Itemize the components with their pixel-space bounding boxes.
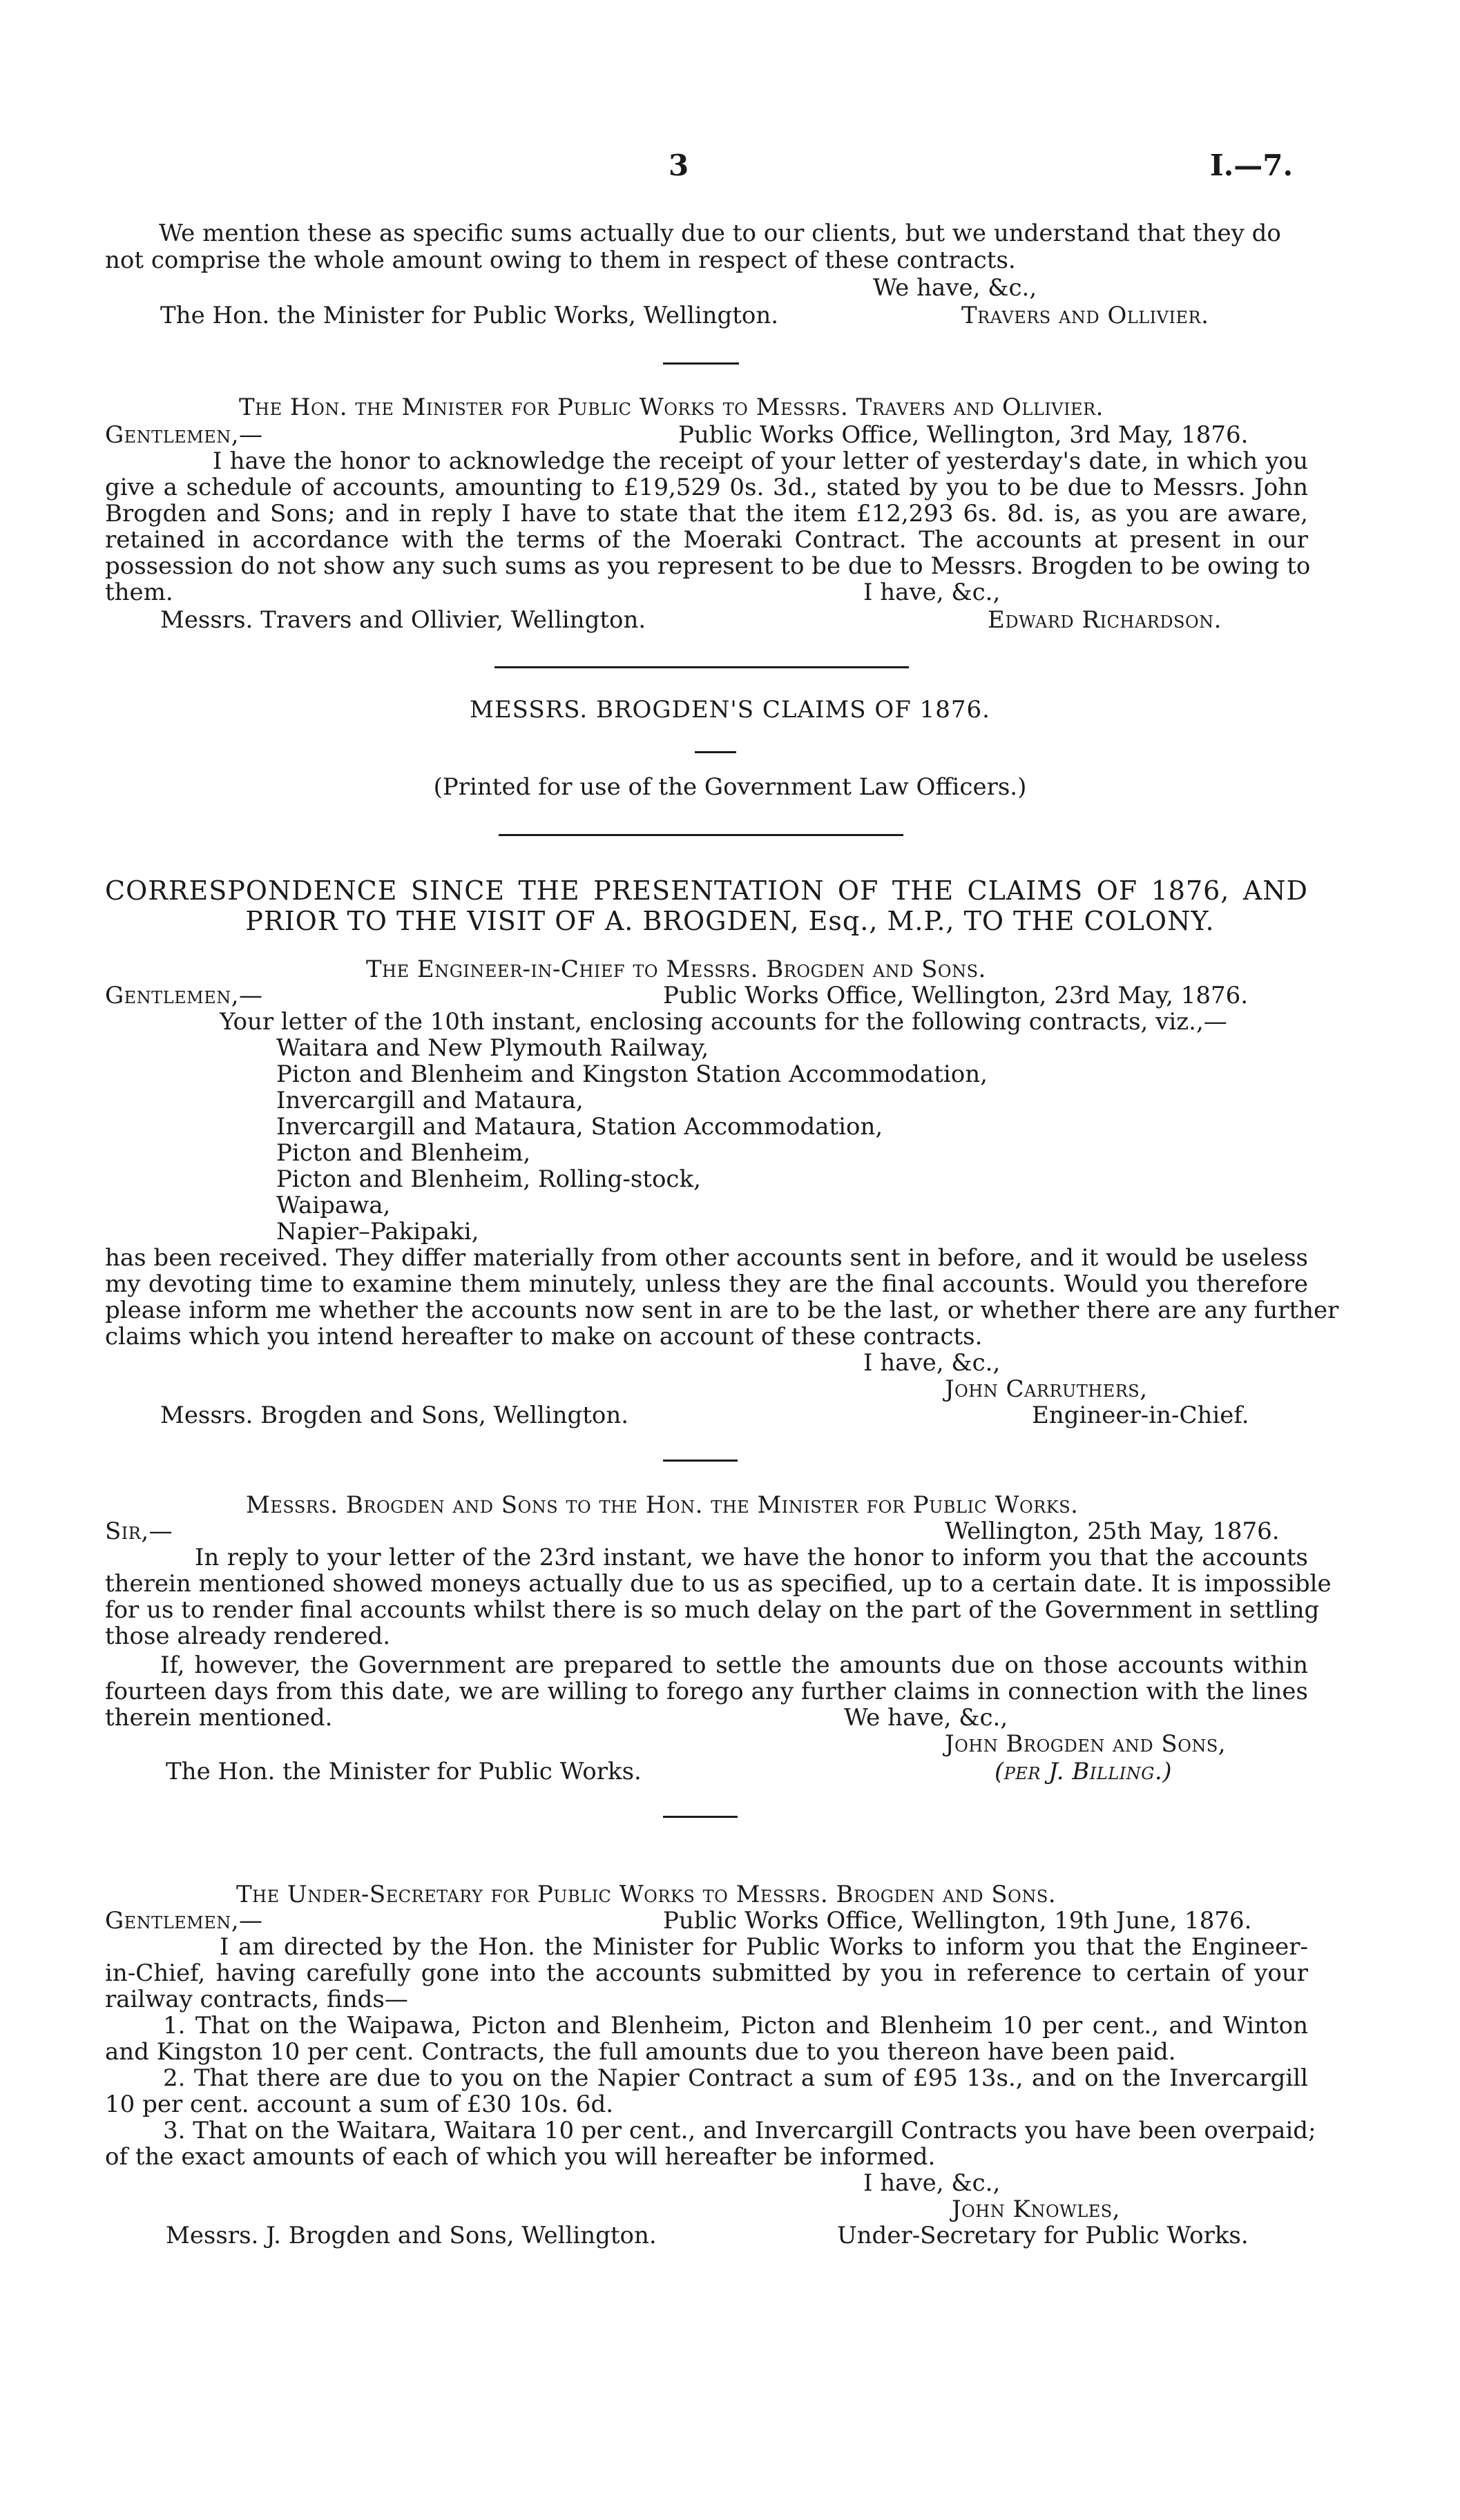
signature: John Knowles, — [952, 2196, 1120, 2223]
body-line: We mention these as specific sums actually due to our clients, but we understand that they do — [159, 220, 1281, 247]
contract-item: Picton and Blenheim, — [276, 1139, 531, 1167]
signature: Edward Richardson. — [988, 606, 1222, 634]
body-line: fourteen days from this date, we are willing to forego any further claims in connection with the lines — [105, 1678, 1308, 1705]
body-line: therein mentioned. — [105, 1704, 333, 1732]
place-date: Wellington, 25th May, 1876. — [945, 1518, 1280, 1545]
salutation: Sir,— — [105, 1518, 173, 1545]
closing: I have, &c., — [863, 579, 1001, 606]
addressee: The Hon. the Minister for Public Works. — [166, 1758, 642, 1785]
page-number: 3 — [669, 148, 689, 182]
signatory-title: Under-Secretary for Public Works. — [837, 2222, 1249, 2249]
place-date: Public Works Office, Wellington, 19th June, 1876. — [663, 1907, 1252, 1935]
body-line: In reply to your letter of the 23rd instant, we have the honor to inform you that the accounts — [195, 1544, 1308, 1571]
closing: We have, &c., — [844, 1704, 1008, 1732]
body-line: for us to render final accounts whilst there is so much delay on the part of the Government in settling — [105, 1596, 1320, 1624]
divider — [663, 1460, 738, 1462]
finding-3: of the exact amounts of each of which you will hereafter be informed. — [105, 2143, 936, 2171]
body-line: those already rendered. — [105, 1622, 391, 1650]
body-line: therein mentioned showed moneys actually due to us as specified, up to a certain date. It is impossible — [105, 1570, 1332, 1598]
closing: We have, &c., — [873, 274, 1037, 302]
closing: I have, &c., — [863, 1349, 1001, 1377]
body-line: them. — [105, 579, 173, 606]
addressee: Messrs. Brogden and Sons, Wellington. — [160, 1402, 629, 1429]
signature: Travers and Ollivier. — [961, 302, 1209, 329]
place-date: Public Works Office, Wellington, 23rd May, 1876. — [663, 982, 1249, 1009]
section-subtitle: (Printed for use of the Government Law Officers.) — [433, 773, 1027, 801]
signature: John Brogden and Sons, — [945, 1730, 1227, 1758]
closing: I have, &c., — [863, 2169, 1001, 2197]
finding-2: 10 per cent. account a sum of £30 10s. 6d. — [105, 2091, 614, 2118]
signature: John Carruthers, — [945, 1375, 1148, 1403]
body-line: claims which you intend hereafter to make on account of these contracts. — [105, 1323, 983, 1350]
contract-item: Waipawa, — [276, 1192, 391, 1219]
body-line: retained in accordance with the terms of the Moeraki Contract. The accounts at present in our — [105, 526, 1308, 554]
contract-item: Invercargill and Mataura, Station Accommodation, — [276, 1113, 883, 1141]
finding-3: 3. That on the Waitara, Waitara 10 per cent., and Invercargill Contracts you have been overpaid; — [163, 2117, 1316, 2144]
section-heading: PRIOR TO THE VISIT OF A. BROGDEN, Esq., M.P., TO THE COLONY. — [245, 906, 1215, 936]
letter-heading: The Hon. the Minister for Public Works to Messrs. Travers and Ollivier. — [239, 394, 1104, 421]
contract-item: Waitara and New Plymouth Railway, — [276, 1034, 709, 1062]
addressee: Messrs. Travers and Ollivier, Wellington. — [160, 606, 646, 634]
body-line: please inform me whether the accounts now sent in are to be the last, or whether there are any further — [105, 1297, 1339, 1324]
divider — [663, 1816, 738, 1818]
divider — [494, 666, 909, 668]
contract-item: Invercargill and Mataura, — [276, 1087, 584, 1114]
divider — [663, 362, 739, 365]
intro-line: Your letter of the 10th instant, enclosing accounts for the following contracts, viz.,— — [220, 1008, 1227, 1036]
body-line: give a schedule of accounts, amounting to £19,529 0s. 3d., stated by you to be due to Messrs. John — [105, 474, 1308, 501]
salutation: Gentlemen,— — [105, 1907, 263, 1935]
contract-item: Picton and Blenheim and Kingston Station Accommodation, — [276, 1060, 988, 1088]
finding-1: and Kingston 10 per cent. Contracts, the full amounts due to you thereon have been paid. — [105, 2038, 1176, 2066]
letter-heading: Messrs. Brogden and Sons to the Hon. the Minister for Public Works. — [246, 1491, 1079, 1519]
finding-1: 1. That on the Waipawa, Picton and Blenheim, Picton and Blenheim 10 per cent., and Winton — [163, 2012, 1308, 2039]
body-line: If, however, the Government are prepared to settle the amounts due on those accounts within — [160, 1651, 1308, 1679]
body-line: in-Chief, having carefully gone into the accounts submitted by you in reference to certain of your — [105, 1959, 1308, 1987]
body-line: has been received. They differ materially from other accounts sent in before, and it would be useless — [105, 1244, 1309, 1272]
document-reference: I.—7. — [1210, 148, 1294, 182]
contract-item: Napier–Pakipaki, — [276, 1218, 479, 1246]
body-line: railway contracts, finds— — [105, 1986, 408, 2013]
finding-2: 2. That there are due to you on the Napier Contract a sum of £95 13s., and on the Invercargill — [163, 2064, 1308, 2092]
contract-item: Picton and Blenheim, Rolling-stock, — [276, 1165, 701, 1193]
body-line: my devoting time to examine them minutely, unless they are the final accounts. Would you therefore — [105, 1270, 1308, 1298]
salutation: Gentlemen,— — [105, 982, 263, 1009]
letter-heading: The Engineer-in-Chief to Messrs. Brogden and Sons. — [366, 956, 986, 983]
body-line: Brogden and Sons; and in reply I have to state that the item £12,293 6s. 8d. is, as you are aware, — [105, 500, 1308, 527]
body-line: I am directed by the Hon. the Minister for Public Works to inform you that the Engineer- — [220, 1933, 1308, 1961]
divider — [499, 834, 903, 836]
addressee: Messrs. J. Brogden and Sons, Wellington. — [166, 2222, 657, 2249]
per-signature: (per J. Billing.) — [995, 1758, 1172, 1785]
body-line: not comprise the whole amount owing to them in respect of these contracts. — [105, 246, 1016, 274]
signatory-title: Engineer-in-Chief. — [1032, 1402, 1249, 1429]
addressee: The Hon. the Minister for Public Works, Wellington. — [160, 302, 779, 329]
body-line: I have the honor to acknowledge the receipt of your letter of yesterday's date, in which you — [213, 447, 1308, 475]
body-line: possession do not show any such sums as you represent to be due to Messrs. Brogden to be owing to — [105, 552, 1311, 580]
section-title: MESSRS. BROGDEN'S CLAIMS OF 1876. — [470, 696, 990, 724]
section-heading: CORRESPONDENCE SINCE THE PRESENTATION OF THE CLAIMS OF 1876, AND — [105, 875, 1308, 906]
salutation: Gentlemen,— — [105, 421, 263, 449]
place-date: Public Works Office, Wellington, 3rd May, 1876. — [678, 421, 1249, 449]
divider — [695, 751, 736, 753]
letter-heading: The Under-Secretary for Public Works to Messrs. Brogden and Sons. — [236, 1881, 1057, 1908]
